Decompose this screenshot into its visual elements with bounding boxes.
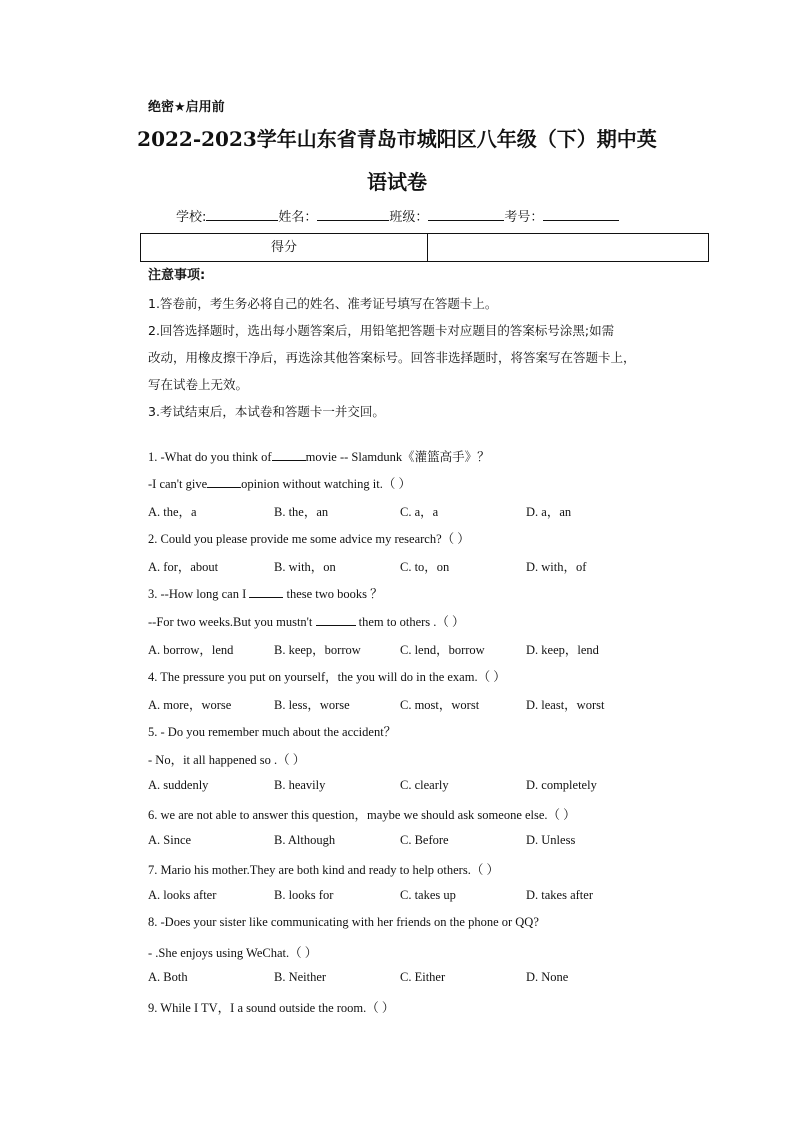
option-a[interactable]: A. borrow，lend: [148, 643, 234, 657]
notice-item: 写在试卷上无效。: [148, 377, 249, 392]
option-c[interactable]: C. takes up: [400, 888, 456, 902]
answer-blank: [249, 586, 283, 598]
option-c[interactable]: C. to，on: [400, 560, 450, 574]
question-text: --For two weeks.But you mustn't: [148, 615, 313, 629]
option-d[interactable]: D. a，an: [526, 505, 572, 519]
option-c[interactable]: C. a，a: [400, 505, 439, 519]
question-6-stem: 6. we are not able to answer this question，maybe we should ask someone else.（ ）: [148, 808, 576, 822]
option-d[interactable]: D. Unless: [526, 833, 576, 847]
question-5-stem: 5. - Do you remember much about the accident？: [148, 725, 397, 739]
option-b[interactable]: B. looks for: [274, 888, 334, 902]
exam-number-label: 考号：: [504, 210, 544, 225]
question-text: 3. --How long can I: [148, 587, 247, 601]
option-c[interactable]: C. lend，borrow: [400, 643, 485, 657]
name-blank: [317, 208, 389, 221]
option-d[interactable]: D. takes after: [526, 888, 593, 902]
score-table: [140, 233, 709, 262]
score-label: 得分: [141, 234, 428, 262]
question-text: these two books ？: [286, 587, 383, 601]
notice-title: 注意事项:: [148, 268, 206, 283]
confidential-label: 绝密★启用前: [148, 100, 225, 115]
question-text: 1. -What do you think of: [148, 450, 272, 464]
score-value: [428, 234, 709, 262]
option-a[interactable]: A. more，worse: [148, 698, 232, 712]
option-d[interactable]: D. least，worst: [526, 698, 605, 712]
option-b[interactable]: B. the，an: [274, 505, 329, 519]
option-c[interactable]: C. clearly: [400, 778, 449, 792]
question-text: opinion without watching it.（ ）: [241, 477, 411, 491]
notice-item: 1.答卷前，考生务必将自己的姓名、准考证号填写在答题卡上。: [148, 296, 498, 311]
question-9-stem: 9. While I TV，I a sound outside the room.（ ）: [148, 1001, 395, 1015]
question-2-stem: 2. Could you please provide me some advice my research?（ ）: [148, 532, 470, 546]
notice-item: 2.回答选择题时，选出每小题答案后，用铅笔把答题卡对应题目的答案标号涂黑;如需: [148, 323, 615, 338]
option-c[interactable]: C. Either: [400, 970, 446, 984]
school-label: 学校:: [176, 210, 207, 225]
option-b[interactable]: B. keep，borrow: [274, 643, 361, 657]
question-8-stem: 8. -Does your sister like communicating with her friends on the phone or QQ?: [148, 915, 539, 929]
question-3-stem: [148, 584, 383, 602]
question-1-reply: [148, 474, 411, 492]
class-blank: [428, 208, 504, 221]
notice-item: 3.考试结束后，本试卷和答题卡一并交回。: [148, 404, 385, 419]
name-label: 姓名：: [278, 210, 318, 225]
question-text: -I can't give: [148, 477, 208, 491]
page-title-line-2: 语试卷: [367, 170, 427, 194]
option-a[interactable]: A. for，about: [148, 560, 219, 574]
school-blank: [206, 208, 278, 221]
answer-blank: [207, 476, 241, 488]
question-1-stem: [148, 447, 490, 465]
page-title-line-1: 2022-2023学年山东省青岛市城阳区八年级（下）期中英: [137, 127, 657, 151]
option-c[interactable]: C. most，worst: [400, 698, 480, 712]
option-b[interactable]: B. with，on: [274, 560, 336, 574]
student-info-row: [176, 206, 619, 225]
option-a[interactable]: A. the，a: [148, 505, 197, 519]
exam-number-blank: [543, 208, 619, 221]
class-label: 班级：: [389, 210, 429, 225]
option-d[interactable]: D. completely: [526, 778, 597, 792]
question-text: them to others .（ ）: [358, 615, 465, 629]
option-d[interactable]: D. with，of: [526, 560, 587, 574]
option-a[interactable]: A. Since: [148, 833, 192, 847]
option-b[interactable]: B. less，worse: [274, 698, 350, 712]
question-5-reply: - No，it all happened so .（ ）: [148, 753, 306, 767]
question-8-reply: - .She enjoys using WeChat.（ ）: [148, 946, 318, 960]
notice-item: 改动，用橡皮擦干净后，再选涂其他答案标号。回答非选择题时，将答案写在答题卡上，: [148, 350, 636, 365]
question-7-stem: 7. Mario his mother.They are both kind and ready to help others.（ ）: [148, 863, 499, 877]
option-d[interactable]: D. keep，lend: [526, 643, 599, 657]
option-d[interactable]: D. None: [526, 970, 569, 984]
question-text: movie -- Slamdunk《灌篮高手》？: [305, 450, 490, 464]
option-a[interactable]: A. Both: [148, 970, 188, 984]
option-b[interactable]: B. Neither: [274, 970, 327, 984]
option-c[interactable]: C. Before: [400, 833, 449, 847]
option-a[interactable]: A. suddenly: [148, 778, 209, 792]
answer-blank: [272, 449, 306, 461]
option-b[interactable]: B. Although: [274, 833, 336, 847]
question-3-reply: [148, 612, 465, 630]
answer-blank: [316, 614, 356, 626]
option-a[interactable]: A. looks after: [148, 888, 217, 902]
question-4-stem: 4. The pressure you put on yourself，the you will do in the exam.（ ）: [148, 670, 506, 684]
option-b[interactable]: B. heavily: [274, 778, 326, 792]
